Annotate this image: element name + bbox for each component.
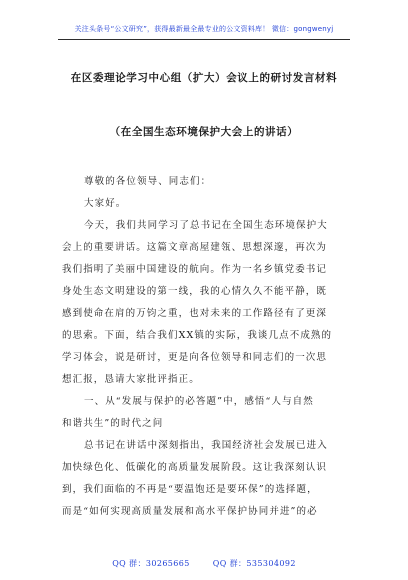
body-line: 今天，我们共同学习了总书记在全国生态环境保护大 bbox=[84, 220, 328, 231]
footer bbox=[0, 558, 408, 569]
body-line: 到，我们面临的不再是“要温饱还是要环保”的选择题， bbox=[62, 484, 318, 495]
body-line: 想汇报，恳请大家批评指正。 bbox=[62, 374, 200, 385]
document-title: 在区委理论学习中心组（扩大）会议上的研讨发言材料 bbox=[70, 72, 338, 84]
body-line: 加快绿色化、低碳化的高质量发展阶段。这让我深刻认识 bbox=[62, 462, 328, 473]
body-line: 学习体会，说是研讨，更是向各位领导和同志们的一次思 bbox=[62, 352, 328, 363]
document-subtitle: （在全国生态环境保护大会上的讲话） bbox=[109, 126, 299, 138]
section-heading-cont: 和谐共生”的时代之问 bbox=[62, 418, 164, 429]
body-line: 身处生态文明建设的第一线，我的心情久久不能平静，既 bbox=[62, 286, 328, 297]
body-line: 会上的重要讲话。这篇文章高屋建瓴、思想深邃，再次为 bbox=[62, 242, 328, 253]
salutation: 尊敬的各位领导、同志们： bbox=[84, 176, 212, 187]
body-line: 总书记在讲话中深刻指出，我国经济社会发展已进入 bbox=[84, 440, 328, 451]
header-banner: 关注头条号“公文研究”，获得最新最全最专业的公文资料库！ 微信：gongwenyj bbox=[74, 25, 334, 33]
footer-qq-group-2: QQ 群：535304092 bbox=[212, 559, 296, 568]
footer-qq-group-1: QQ 群：30265665 bbox=[112, 559, 190, 568]
section-heading: 一、从“发展与保护的必答题”中，感悟“人与自然 bbox=[84, 396, 314, 407]
body-line: 我们指明了美丽中国建设的航向。作为一名乡镇党委书记 bbox=[62, 264, 328, 275]
body-line: 的思索。下面，结合我们XX镇的实际，我谈几点不成熟的 bbox=[62, 330, 333, 341]
greeting: 大家好。 bbox=[84, 198, 127, 209]
body-line: 感到使命在肩的万钧之重，也对未来的工作路径有了更深 bbox=[62, 308, 328, 319]
body-line: 而是“如何实现高质量发展和高水平保护协同并进”的必 bbox=[62, 506, 318, 517]
header-divider bbox=[58, 39, 350, 40]
